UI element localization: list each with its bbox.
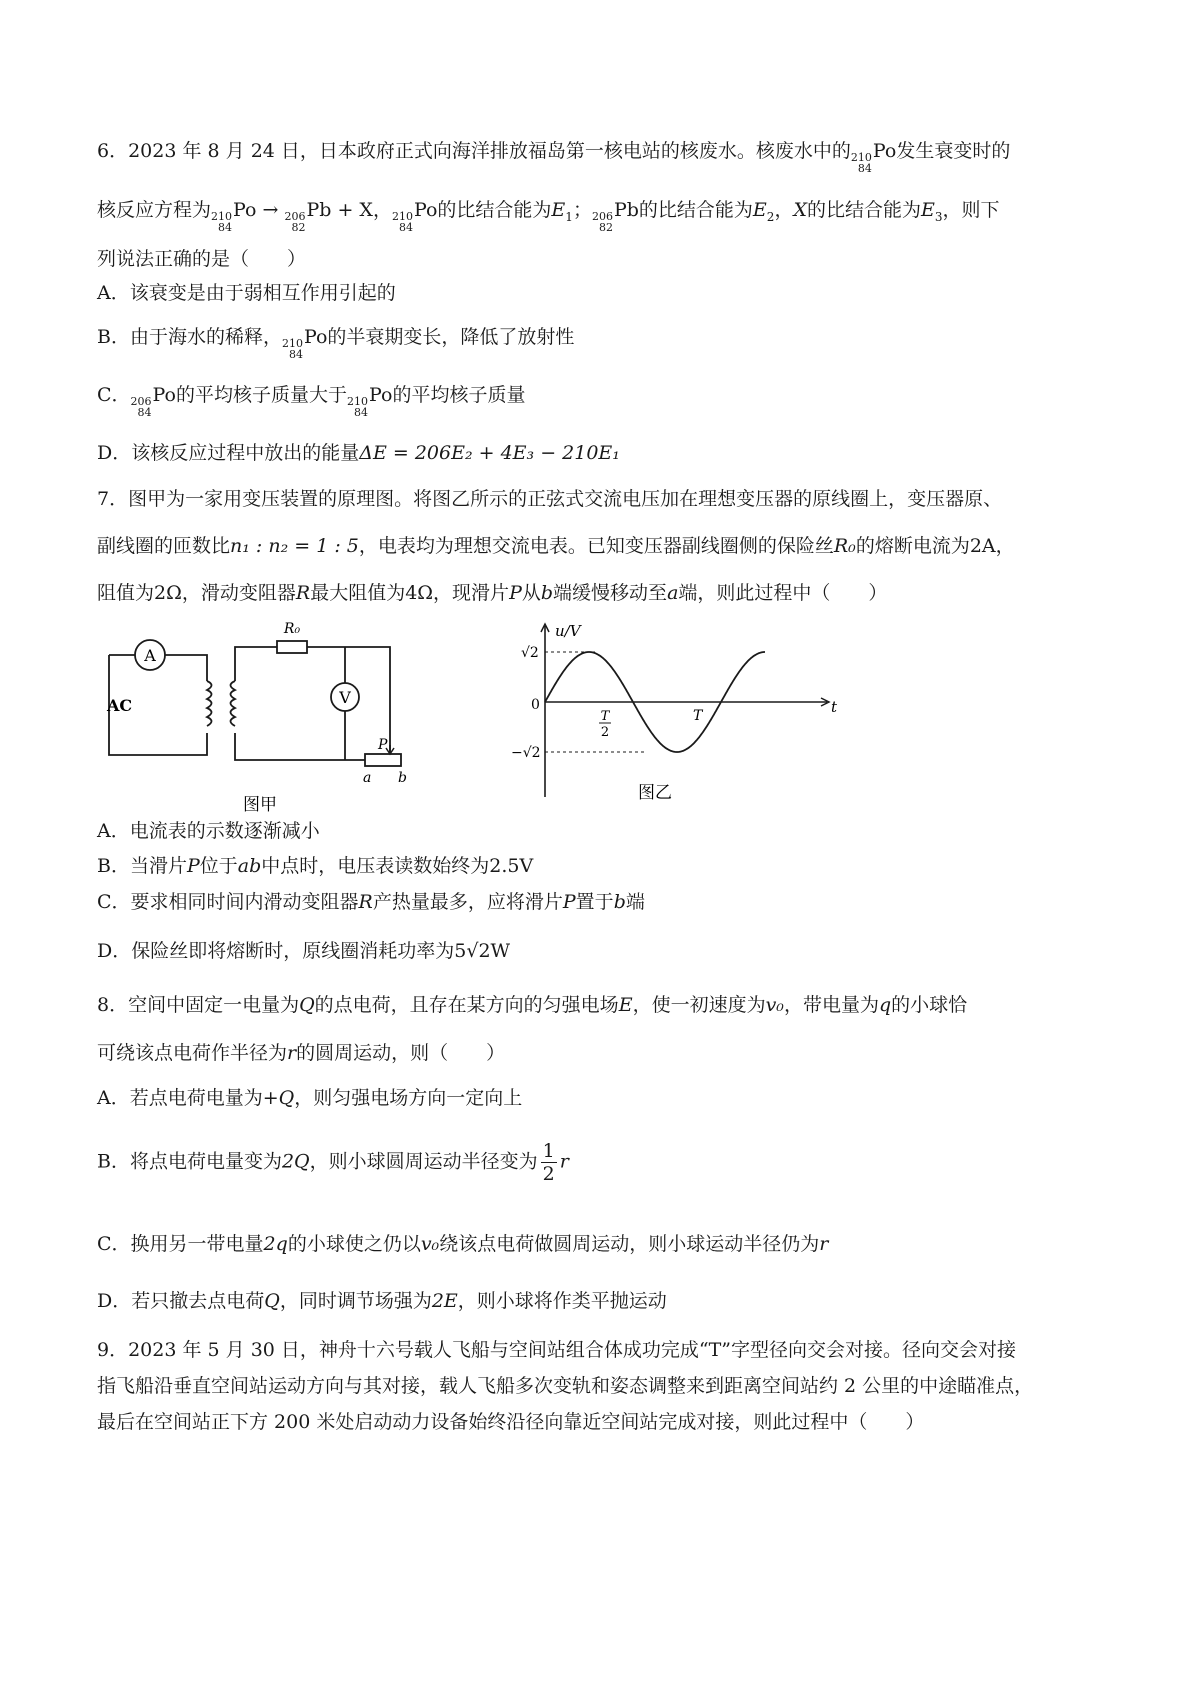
q7-option-c: C．要求相同时间内滑动变阻器R产热量最多，应将滑片P置于b端 (97, 891, 645, 913)
q6-option-d: D．该核反应过程中放出的能量ΔE = 206E₂ + 4E₃ − 210E₁ (97, 442, 620, 464)
nuclide-po210: 210 84 Po (850, 140, 897, 175)
q9-line-3: 最后在空间站正下方 200 米处启动动力设备始终沿径向靠近空间站完成对接，则此过程中（ ） (97, 1411, 925, 1433)
y-tick-bottom: −√2 (511, 745, 541, 761)
x-tick-half-den: 2 (600, 725, 610, 740)
nuclide-po210: 210 84 Po (391, 199, 438, 234)
q6-line-3: 列说法正确的是（ ） (97, 248, 307, 270)
y-axis-label: u/V (555, 622, 581, 640)
q6-option-a: A．该衰变是由于弱相互作用引起的 (97, 282, 396, 304)
svg-text:b: b (398, 770, 407, 786)
x-tick-T: T (693, 708, 703, 724)
svg-text:R₀: R₀ (283, 621, 301, 637)
q6-option-c: C． 206 84 Po的平均核子质量大于 210 84 Po的平均核子质量 (97, 384, 526, 419)
x-tick-half-num: T (600, 709, 610, 724)
q7-line-2: 副线圈的匝数比n₁ : n₂ = 1 : 5，电表均为理想交流电表。已知变压器副线圈侧的保险丝R₀的熔断电流为2A， (97, 535, 1015, 557)
q8-line-1: 8．空间中固定一电量为Q的点电荷，且存在某方向的匀强电场E，使一初速度为v₀，带电量为q的小球恰 (97, 994, 968, 1016)
rheostat-icon (365, 754, 401, 766)
q7-option-d: D．保险丝即将熔断时，原线圈消耗功率为5√2W (97, 940, 511, 962)
q8-option-c: C．换用另一带电量2q的小球使之仍以v₀绕该点电荷做圆周运动，则小球运动半径仍为r (97, 1233, 829, 1255)
q8-option-b: B．将点电荷电量变为2Q，则小球圆周运动半径变为 $\frac{1}{2}$ r (97, 1140, 569, 1185)
q6-line-1: 6．2023 年 8 月 24 日，日本政府正式向海洋排放福岛第一核电站的核废水。核废水中的 210 84 Po发生衰变时的 (97, 140, 1011, 175)
ac-source-label: AC (107, 696, 133, 715)
svg-text:a: a (363, 770, 372, 786)
y-tick-top: √2 (521, 645, 539, 661)
nuclide-po210: 210 84 Po (281, 326, 328, 361)
nuclide-pb206: 206 82 Pb (284, 199, 332, 234)
q6-option-b: B．由于海水的稀释， 210 84 Po的半衰期变长，降低了放射性 (97, 326, 575, 361)
nuclide-po210: 210 84 Po (211, 199, 257, 234)
svg-text:P: P (378, 737, 388, 753)
q8-line-2: 可绕该点电荷作半径为r的圆周运动，则（ ） (97, 1042, 506, 1064)
svg-text:V: V (339, 688, 351, 707)
figure-yi-caption: 图乙 (638, 783, 672, 803)
q7-line-1: 7．图甲为一家用变压装置的原理图。将图乙所示的正弦式交流电压加在理想变压器的原线圈上，变压器原、 (97, 488, 1003, 510)
fraction-one-half: $\frac{1}{2}$ (542, 1140, 555, 1185)
origin-label: 0 (531, 697, 540, 713)
nuclide-po206: 206 84 Po (130, 384, 176, 419)
q7-option-b: B．当滑片P位于ab中点时，电压表读数始终为2.5V (97, 855, 534, 877)
nuclide-pb206: 206 82 Pb (591, 199, 639, 234)
q9-line-1: 9．2023 年 5 月 30 日，神舟十六号载人飞船与空间站组合体成功完成“T”字型径向交会对接。径向交会对接 (97, 1339, 1017, 1361)
figure-jia-caption: 图甲 (243, 795, 277, 815)
q9-line-2: 指飞船沿垂直空间站运动方向与其对接，载人飞船多次变轨和姿态调整来到距离空间站约 2 公里的中途瞄准点， (97, 1375, 1034, 1397)
q7-line-3: 阻值为2Ω，滑动变阻器R最大阻值为4Ω，现滑片P从b端缓慢移动至a端，则此过程中（ ） (97, 582, 888, 604)
nuclide-po210: 210 84 Po (347, 384, 393, 419)
q8-option-a: A．若点电荷电量为+Q，则匀强电场方向一定向上 (97, 1087, 523, 1109)
q8-option-d: D．若只撤去点电荷Q，同时调节场强为2E，则小球将作类平抛运动 (97, 1290, 667, 1312)
x-axis-label: t (831, 698, 838, 716)
fuse-icon (277, 641, 307, 653)
svg-text:A: A (144, 646, 156, 665)
voltage-chart (511, 612, 855, 822)
circuit-diagram (95, 615, 425, 815)
q7-option-a: A．电流表的示数逐渐减小 (97, 820, 320, 842)
q6-line-2: 核反应方程为 210 84 Po → 206 82 Pb + X， 210 84 Po的比结合能为$E_1$； 206 82 Pb的比结合能为$E_2$，X的比结合能为$E_3$，则下 (97, 199, 1000, 234)
